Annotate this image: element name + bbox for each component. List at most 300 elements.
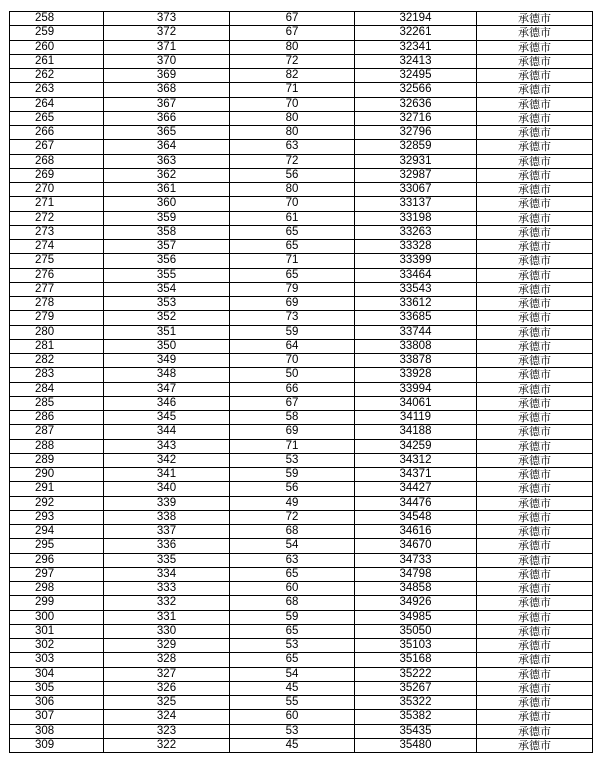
cumulative-cell: 35168	[355, 653, 477, 667]
table-row	[10, 582, 593, 596]
cumulative-cell: 35267	[355, 681, 477, 695]
count-cell: 63	[230, 553, 355, 567]
table-body	[10, 12, 593, 753]
city-cell: 承德市	[477, 311, 593, 325]
score-cell: 340	[104, 482, 230, 496]
count-cell: 69	[230, 297, 355, 311]
rank-cell: 289	[10, 453, 104, 467]
city-cell: 承德市	[477, 681, 593, 695]
table-row	[10, 168, 593, 182]
score-cell: 337	[104, 525, 230, 539]
table-row	[10, 69, 593, 83]
score-cell: 346	[104, 396, 230, 410]
cumulative-cell: 35103	[355, 639, 477, 653]
city-cell: 承德市	[477, 439, 593, 453]
city-cell: 承德市	[477, 667, 593, 681]
table-row	[10, 26, 593, 40]
score-cell: 343	[104, 439, 230, 453]
city-cell: 承德市	[477, 54, 593, 68]
cumulative-cell: 34061	[355, 396, 477, 410]
table-row	[10, 496, 593, 510]
cumulative-cell: 33928	[355, 368, 477, 382]
count-cell: 82	[230, 69, 355, 83]
table-row	[10, 83, 593, 97]
count-cell: 45	[230, 738, 355, 752]
rank-cell: 288	[10, 439, 104, 453]
table-row	[10, 411, 593, 425]
count-cell: 45	[230, 681, 355, 695]
city-cell: 承德市	[477, 468, 593, 482]
count-cell: 61	[230, 211, 355, 225]
score-cell: 338	[104, 510, 230, 524]
score-cell: 359	[104, 211, 230, 225]
table-row	[10, 97, 593, 111]
rank-cell: 279	[10, 311, 104, 325]
count-cell: 55	[230, 696, 355, 710]
table-row	[10, 468, 593, 482]
count-cell: 65	[230, 240, 355, 254]
cumulative-cell: 35435	[355, 724, 477, 738]
cumulative-cell: 34427	[355, 482, 477, 496]
score-cell: 332	[104, 596, 230, 610]
score-cell: 334	[104, 567, 230, 581]
rank-cell: 293	[10, 510, 104, 524]
table-row	[10, 696, 593, 710]
count-cell: 80	[230, 111, 355, 125]
score-cell: 349	[104, 354, 230, 368]
rank-cell: 309	[10, 738, 104, 752]
table-row	[10, 140, 593, 154]
table-row	[10, 710, 593, 724]
cumulative-cell: 33612	[355, 297, 477, 311]
rank-cell: 287	[10, 425, 104, 439]
rank-cell: 280	[10, 325, 104, 339]
count-cell: 66	[230, 382, 355, 396]
table-row	[10, 624, 593, 638]
score-rank-table	[9, 11, 593, 753]
count-cell: 73	[230, 311, 355, 325]
rank-cell: 273	[10, 225, 104, 239]
cumulative-cell: 34119	[355, 411, 477, 425]
cumulative-cell: 33543	[355, 282, 477, 296]
count-cell: 70	[230, 197, 355, 211]
score-cell: 352	[104, 311, 230, 325]
table-row	[10, 724, 593, 738]
cumulative-cell: 33328	[355, 240, 477, 254]
count-cell: 54	[230, 539, 355, 553]
rank-cell: 283	[10, 368, 104, 382]
rank-cell: 298	[10, 582, 104, 596]
score-cell: 336	[104, 539, 230, 553]
count-cell: 69	[230, 425, 355, 439]
cumulative-cell: 35050	[355, 624, 477, 638]
rank-cell: 296	[10, 553, 104, 567]
rank-cell: 264	[10, 97, 104, 111]
cumulative-cell: 32931	[355, 154, 477, 168]
table-row	[10, 40, 593, 54]
score-cell: 327	[104, 667, 230, 681]
count-cell: 72	[230, 510, 355, 524]
rank-cell: 286	[10, 411, 104, 425]
cumulative-cell: 32796	[355, 126, 477, 140]
cumulative-cell: 34548	[355, 510, 477, 524]
count-cell: 67	[230, 396, 355, 410]
rank-cell: 305	[10, 681, 104, 695]
city-cell: 承德市	[477, 69, 593, 83]
city-cell: 承德市	[477, 211, 593, 225]
count-cell: 72	[230, 154, 355, 168]
city-cell: 承德市	[477, 225, 593, 239]
count-cell: 49	[230, 496, 355, 510]
score-cell: 365	[104, 126, 230, 140]
rank-cell: 294	[10, 525, 104, 539]
table-row	[10, 111, 593, 125]
rank-cell: 295	[10, 539, 104, 553]
rank-cell: 261	[10, 54, 104, 68]
count-cell: 67	[230, 12, 355, 26]
count-cell: 54	[230, 667, 355, 681]
rank-cell: 301	[10, 624, 104, 638]
score-cell: 366	[104, 111, 230, 125]
city-cell: 承德市	[477, 639, 593, 653]
score-cell: 353	[104, 297, 230, 311]
cumulative-cell: 34476	[355, 496, 477, 510]
table-row	[10, 225, 593, 239]
city-cell: 承德市	[477, 140, 593, 154]
rank-cell: 291	[10, 482, 104, 496]
count-cell: 72	[230, 54, 355, 68]
count-cell: 59	[230, 610, 355, 624]
city-cell: 承德市	[477, 696, 593, 710]
score-cell: 335	[104, 553, 230, 567]
city-cell: 承德市	[477, 724, 593, 738]
rank-cell: 304	[10, 667, 104, 681]
city-cell: 承德市	[477, 254, 593, 268]
table-row	[10, 126, 593, 140]
count-cell: 60	[230, 582, 355, 596]
cumulative-cell: 35222	[355, 667, 477, 681]
table-row	[10, 482, 593, 496]
count-cell: 67	[230, 26, 355, 40]
rank-cell: 308	[10, 724, 104, 738]
count-cell: 53	[230, 453, 355, 467]
count-cell: 56	[230, 482, 355, 496]
cumulative-cell: 33263	[355, 225, 477, 239]
city-cell: 承德市	[477, 268, 593, 282]
count-cell: 65	[230, 268, 355, 282]
rank-cell: 281	[10, 339, 104, 353]
score-cell: 330	[104, 624, 230, 638]
city-cell: 承德市	[477, 368, 593, 382]
rank-cell: 307	[10, 710, 104, 724]
score-cell: 369	[104, 69, 230, 83]
table-row	[10, 425, 593, 439]
city-cell: 承德市	[477, 510, 593, 524]
score-cell: 324	[104, 710, 230, 724]
count-cell: 68	[230, 525, 355, 539]
score-cell: 347	[104, 382, 230, 396]
city-cell: 承德市	[477, 26, 593, 40]
city-cell: 承德市	[477, 126, 593, 140]
cumulative-cell: 35322	[355, 696, 477, 710]
score-cell: 355	[104, 268, 230, 282]
cumulative-cell: 32495	[355, 69, 477, 83]
city-cell: 承德市	[477, 525, 593, 539]
city-cell: 承德市	[477, 240, 593, 254]
city-cell: 承德市	[477, 653, 593, 667]
table-row	[10, 510, 593, 524]
table-row	[10, 553, 593, 567]
city-cell: 承德市	[477, 738, 593, 752]
table-row	[10, 197, 593, 211]
count-cell: 56	[230, 168, 355, 182]
cumulative-cell: 33744	[355, 325, 477, 339]
city-cell: 承德市	[477, 154, 593, 168]
city-cell: 承德市	[477, 83, 593, 97]
cumulative-cell: 32566	[355, 83, 477, 97]
rank-cell: 284	[10, 382, 104, 396]
cumulative-cell: 34371	[355, 468, 477, 482]
table-row	[10, 539, 593, 553]
table-row	[10, 382, 593, 396]
table-row	[10, 610, 593, 624]
rank-cell: 292	[10, 496, 104, 510]
table-row	[10, 639, 593, 653]
rank-cell: 267	[10, 140, 104, 154]
table-row	[10, 254, 593, 268]
cumulative-cell: 33464	[355, 268, 477, 282]
count-cell: 71	[230, 254, 355, 268]
rank-cell: 300	[10, 610, 104, 624]
score-cell: 331	[104, 610, 230, 624]
count-cell: 80	[230, 40, 355, 54]
count-cell: 59	[230, 325, 355, 339]
table-row	[10, 297, 593, 311]
rank-cell: 258	[10, 12, 104, 26]
table-row	[10, 311, 593, 325]
cumulative-cell: 32716	[355, 111, 477, 125]
score-cell: 367	[104, 97, 230, 111]
score-cell: 333	[104, 582, 230, 596]
city-cell: 承德市	[477, 482, 593, 496]
score-cell: 350	[104, 339, 230, 353]
city-cell: 承德市	[477, 396, 593, 410]
score-cell: 325	[104, 696, 230, 710]
rank-cell: 285	[10, 396, 104, 410]
cumulative-cell: 32341	[355, 40, 477, 54]
city-cell: 承德市	[477, 411, 593, 425]
score-cell: 328	[104, 653, 230, 667]
score-cell: 361	[104, 183, 230, 197]
count-cell: 64	[230, 339, 355, 353]
rank-cell: 290	[10, 468, 104, 482]
city-cell: 承德市	[477, 425, 593, 439]
score-cell: 351	[104, 325, 230, 339]
count-cell: 80	[230, 126, 355, 140]
score-cell: 368	[104, 83, 230, 97]
rank-cell: 265	[10, 111, 104, 125]
rank-cell: 260	[10, 40, 104, 54]
table-row	[10, 738, 593, 752]
score-cell: 373	[104, 12, 230, 26]
table-row	[10, 268, 593, 282]
cumulative-cell: 34985	[355, 610, 477, 624]
city-cell: 承德市	[477, 12, 593, 26]
cumulative-cell: 34670	[355, 539, 477, 553]
count-cell: 71	[230, 83, 355, 97]
cumulative-cell: 33808	[355, 339, 477, 353]
cumulative-cell: 32987	[355, 168, 477, 182]
table-row	[10, 54, 593, 68]
city-cell: 承德市	[477, 567, 593, 581]
count-cell: 60	[230, 710, 355, 724]
table-row	[10, 154, 593, 168]
rank-cell: 303	[10, 653, 104, 667]
score-cell: 358	[104, 225, 230, 239]
cumulative-cell: 32859	[355, 140, 477, 154]
rank-cell: 270	[10, 183, 104, 197]
score-cell: 329	[104, 639, 230, 653]
city-cell: 承德市	[477, 382, 593, 396]
rank-cell: 259	[10, 26, 104, 40]
city-cell: 承德市	[477, 168, 593, 182]
table-row	[10, 240, 593, 254]
score-cell: 354	[104, 282, 230, 296]
city-cell: 承德市	[477, 354, 593, 368]
city-cell: 承德市	[477, 325, 593, 339]
table-row	[10, 183, 593, 197]
score-cell: 364	[104, 140, 230, 154]
count-cell: 65	[230, 624, 355, 638]
table-row	[10, 325, 593, 339]
table-row	[10, 282, 593, 296]
score-cell: 326	[104, 681, 230, 695]
count-cell: 79	[230, 282, 355, 296]
score-cell: 357	[104, 240, 230, 254]
score-cell: 342	[104, 453, 230, 467]
table-row	[10, 396, 593, 410]
city-cell: 承德市	[477, 496, 593, 510]
count-cell: 68	[230, 596, 355, 610]
rank-cell: 269	[10, 168, 104, 182]
city-cell: 承德市	[477, 539, 593, 553]
cumulative-cell: 33399	[355, 254, 477, 268]
table-row	[10, 596, 593, 610]
count-cell: 70	[230, 97, 355, 111]
cumulative-cell: 34733	[355, 553, 477, 567]
count-cell: 58	[230, 411, 355, 425]
cumulative-cell: 34312	[355, 453, 477, 467]
count-cell: 65	[230, 567, 355, 581]
rank-cell: 278	[10, 297, 104, 311]
city-cell: 承德市	[477, 624, 593, 638]
count-cell: 80	[230, 183, 355, 197]
score-cell: 360	[104, 197, 230, 211]
rank-cell: 299	[10, 596, 104, 610]
city-cell: 承德市	[477, 453, 593, 467]
count-cell: 63	[230, 140, 355, 154]
rank-cell: 306	[10, 696, 104, 710]
cumulative-cell: 33994	[355, 382, 477, 396]
score-cell: 339	[104, 496, 230, 510]
score-cell: 370	[104, 54, 230, 68]
table-row	[10, 439, 593, 453]
city-cell: 承德市	[477, 183, 593, 197]
table-row	[10, 525, 593, 539]
city-cell: 承德市	[477, 40, 593, 54]
cumulative-cell: 33198	[355, 211, 477, 225]
score-cell: 362	[104, 168, 230, 182]
cumulative-cell: 34259	[355, 439, 477, 453]
city-cell: 承德市	[477, 610, 593, 624]
city-cell: 承德市	[477, 297, 593, 311]
count-cell: 50	[230, 368, 355, 382]
count-cell: 53	[230, 724, 355, 738]
cumulative-cell: 35480	[355, 738, 477, 752]
count-cell: 53	[230, 639, 355, 653]
cumulative-cell: 33137	[355, 197, 477, 211]
score-cell: 348	[104, 368, 230, 382]
cumulative-cell: 33685	[355, 311, 477, 325]
rank-cell: 272	[10, 211, 104, 225]
cumulative-cell: 34858	[355, 582, 477, 596]
table-row	[10, 368, 593, 382]
score-cell: 363	[104, 154, 230, 168]
city-cell: 承德市	[477, 111, 593, 125]
table-row	[10, 653, 593, 667]
rank-cell: 266	[10, 126, 104, 140]
count-cell: 59	[230, 468, 355, 482]
cumulative-cell: 35382	[355, 710, 477, 724]
city-cell: 承德市	[477, 339, 593, 353]
count-cell: 65	[230, 653, 355, 667]
table-row	[10, 211, 593, 225]
cumulative-cell: 34926	[355, 596, 477, 610]
cumulative-cell: 32261	[355, 26, 477, 40]
rank-cell: 297	[10, 567, 104, 581]
cumulative-cell: 34616	[355, 525, 477, 539]
rank-cell: 282	[10, 354, 104, 368]
table-row	[10, 12, 593, 26]
table-row	[10, 567, 593, 581]
rank-cell: 262	[10, 69, 104, 83]
table-row	[10, 667, 593, 681]
count-cell: 70	[230, 354, 355, 368]
rank-cell: 276	[10, 268, 104, 282]
score-cell: 371	[104, 40, 230, 54]
cumulative-cell: 32413	[355, 54, 477, 68]
city-cell: 承德市	[477, 197, 593, 211]
rank-cell: 271	[10, 197, 104, 211]
score-cell: 341	[104, 468, 230, 482]
rank-cell: 263	[10, 83, 104, 97]
score-cell: 323	[104, 724, 230, 738]
count-cell: 71	[230, 439, 355, 453]
cumulative-cell: 34798	[355, 567, 477, 581]
cumulative-cell: 33878	[355, 354, 477, 368]
score-cell: 322	[104, 738, 230, 752]
city-cell: 承德市	[477, 582, 593, 596]
cumulative-cell: 33067	[355, 183, 477, 197]
score-cell: 345	[104, 411, 230, 425]
table-row	[10, 339, 593, 353]
cumulative-cell: 32194	[355, 12, 477, 26]
city-cell: 承德市	[477, 596, 593, 610]
score-cell: 372	[104, 26, 230, 40]
rank-cell: 275	[10, 254, 104, 268]
cumulative-cell: 32636	[355, 97, 477, 111]
city-cell: 承德市	[477, 710, 593, 724]
